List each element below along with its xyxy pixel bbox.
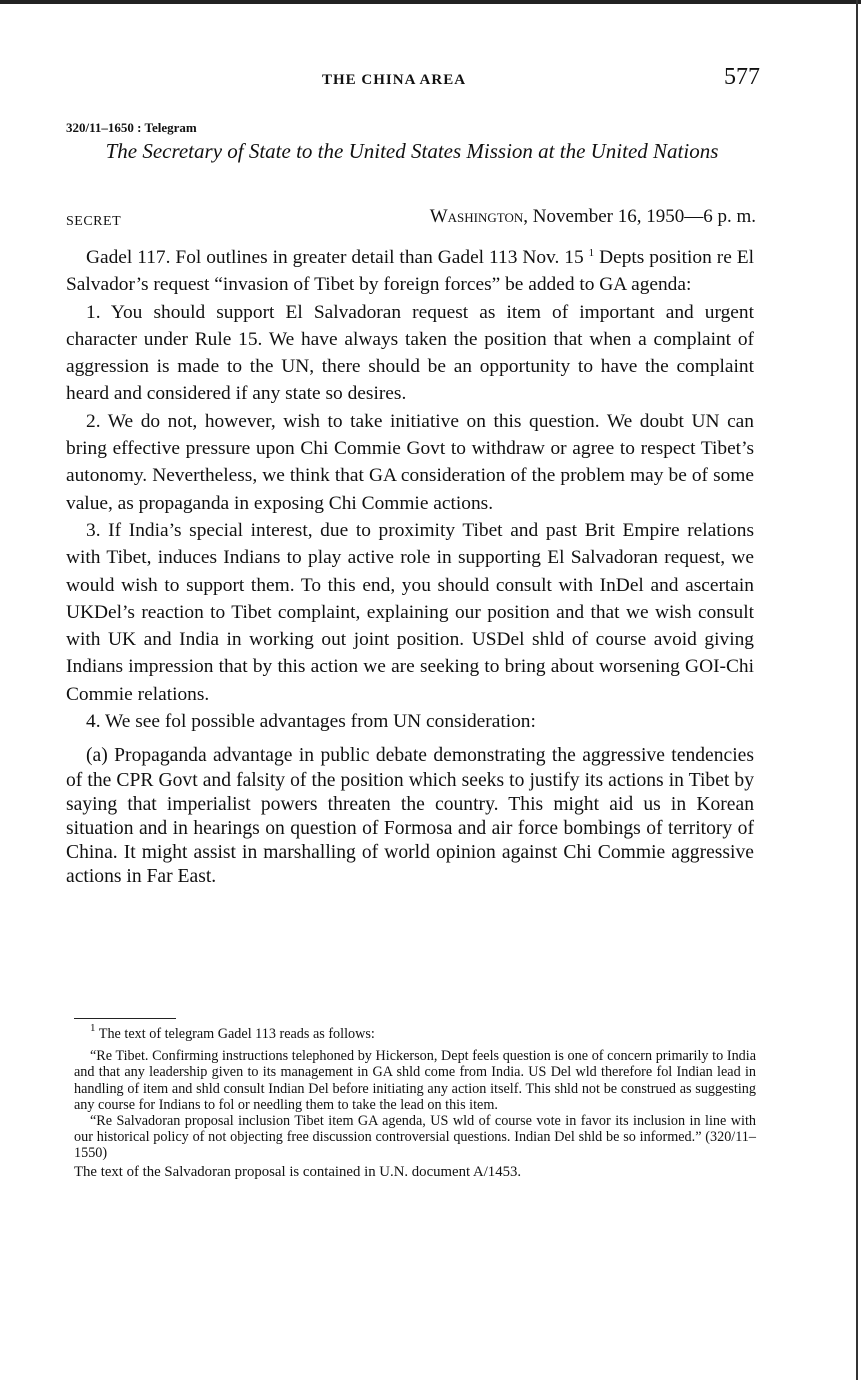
date: November 16, 1950—6 p. m.: [532, 206, 756, 227]
paragraph-2: 2. We do not, however, wish to take initiative on this question. We doubt UN can bring effective pressure upon Chi Commie Govt to withdraw or agree to respect Tibet’s autonomy. Nevertheless, we think that GA consideration of the problem may be of some value, as propaganda in exposing Chi Commie actions.: [66, 410, 754, 514]
page-top-border: [0, 0, 861, 4]
footnote-1-intro: [74, 1022, 756, 1042]
intro-continuation: Depts position re El Salvador’s request “invasion of Tibet by foreign forces” be added to GA agenda:: [66, 247, 754, 296]
page-number: 577: [724, 64, 760, 90]
page-right-border: [856, 0, 858, 1380]
footnote-quote-2: “Re Salvadoran proposal inclusion Tibet item GA agenda, US wld of course vote in favor its inclusion in line with our historical policy of not objecting free discussion controversial questions. Indian Del shld be so informed.” (320/11–1550): [74, 1113, 756, 1162]
intro-paragraph: [66, 244, 754, 299]
footnotes: [74, 1022, 756, 1180]
footnote-quote-1: “Re Tibet. Confirming instructions telephoned by Hickerson, Dept feels question is one of concern primarily to India and that any leadership given to its management in GA shld come from India. US Del wld therefore fol Indian lead in handling of item and shld consult Indian Del before initiating any action itself. This shld not be construed as suggesting any course for Indians to fol or needling them to take the lead on this item.: [74, 1048, 756, 1113]
footnote-number: 1: [90, 1022, 96, 1034]
footnote-closing: The text of the Salvadoran proposal is contained in U.N. document A/1453.: [74, 1163, 522, 1180]
footnote-divider: [74, 1018, 176, 1019]
footnote-intro-text: The text of telegram Gadel 113 reads as follows:: [98, 1026, 375, 1042]
place-and-date: [430, 206, 756, 228]
telegram-body: [66, 244, 754, 890]
subparagraph-a-text: Propaganda advantage in public debate demonstrating the aggressive tendencies of the CPR Govt and falsity of the position which seeks to justify its actions in Tibet by saying that imperialist powers threaten the country. This might aid us in Korean situation and in hearings on question of Formosa and air force bombings of territory of China. It might assist in marshalling of world opinion against Chi Commie aggressive actions in Far East.: [66, 745, 754, 888]
classification-label: SECRET: [66, 214, 122, 229]
page-header: [70, 64, 760, 98]
paragraph-1: 1. You should support El Salvadoran request as item of important and urgent character under Rule 15. We have always taken the position that when a complaint of aggression is made to the UN, there should be an opportunity to have the complaint heard and considered if any state so desires.: [66, 301, 754, 405]
document-title: The Secretary of State to the United States Mission at the United Nations: [105, 139, 719, 163]
subparagraph-a-label: (a): [86, 745, 108, 767]
document-reference: 320/11–1650 : Telegram: [66, 120, 197, 135]
footnote-marker[interactable]: 1: [588, 247, 595, 259]
running-head: THE CHINA AREA: [322, 72, 467, 88]
intro-text: Gadel 117. Fol outlines in greater detail than Gadel 113 Nov. 15: [86, 247, 584, 268]
place: Washington,: [429, 206, 529, 227]
subparagraph-a: [66, 744, 754, 889]
paragraph-3: 3. If India’s special interest, due to proximity Tibet and past Brit Empire relations with Tibet, induces Indians to play active role in supporting El Salvadoran request, we would wish to support them. To this end, you should consult with InDel and ascertain UKDel’s reaction to Tibet complaint, explaining our position and that we wish consult with UK and India in working out joint position. USDel shld of course avoid giving Indians impression that by this action we are seeking to bring about worsening GOI-Chi Commie relations.: [66, 519, 754, 705]
paragraph-4: 4. We see fol possible advantages from UN consideration:: [86, 711, 536, 733]
dateline: [66, 206, 758, 232]
